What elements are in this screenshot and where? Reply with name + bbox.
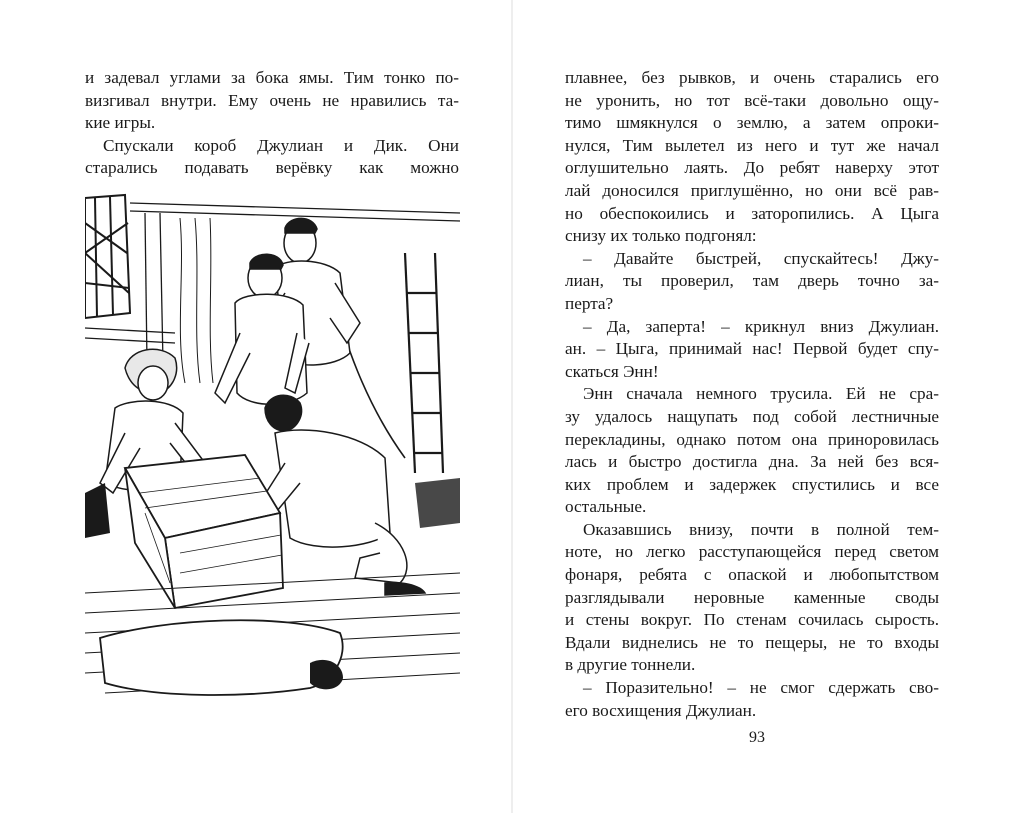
text-line: старались подавать верёвку как можно [85,158,459,178]
text-line: ан. – Цыга, принимай нас! Первой будет спу- [565,339,939,359]
text-line: ких проблем и задержек спустились и все [565,474,939,494]
text-line: – Да, заперта! – крикнул вниз Джулиан. [583,316,939,336]
page-number: 93 [749,729,765,746]
text-line: кие игры. [85,113,156,133]
text-line: Энн сначала немного трусила. Ей не сра- [583,384,939,404]
text-line: разглядывали неровные каменные своды [565,587,939,607]
text-line: Вдали виднелись не то пещеры, не то входы [565,632,939,652]
text-line: зу удалось нащупать под собой лестничные [565,406,939,426]
left-text-block [85,67,459,180]
text-line: – Давайте быстрей, спускайтесь! Джу- [583,248,939,268]
text-line: но обеспокоились и заторопились. А Цыга [565,203,939,223]
text-line: оглушительно лаять. До ребят наверху этот [565,158,939,178]
text-line: лай доносился приглушённо, но они всё рав- [565,180,939,200]
text-line: визгивал внутри. Ему очень не нравились та- [85,90,459,110]
book-illustration-icon [85,193,460,706]
text-line: нулся, Тим вылетел из него и тут же начал [565,135,939,155]
text-line: и стены вокруг. По стенам сочилась сырость. [565,610,939,630]
text-line: и задевал углами за бока ямы. Тим тонко по- [85,68,459,87]
text-line: Спускали короб Джулиан и Дик. Они [103,135,459,155]
text-line: остальные. [565,497,647,517]
text-line: снизу их только подгонял: [565,226,757,246]
text-line: плавнее, без рывков, и очень старались его [565,68,939,87]
text-line: Оказавшись внизу, почти в полной тем- [583,519,939,539]
text-line: лась и быстро достигла дна. За ней без вся- [565,452,939,472]
text-line: тимо шмякнулся о землю, а затем опроки- [565,113,939,133]
text-line: – Поразительно! – не смог сдержать сво- [583,678,939,698]
text-line: лиан, ты проверил, там дверь точно за- [565,271,939,291]
text-line: ноте, но легко расступающейся перед светом [565,542,939,562]
text-line: не уронить, но тот всё-таки довольно ощу- [565,90,939,110]
text-line: скаться Энн! [565,361,659,381]
right-text-block [565,67,939,722]
text-line: перта? [565,293,614,313]
text-line: его восхищения Джулиан. [565,700,757,720]
text-line: перекладины, однако потом она приноровилась [565,429,939,449]
text-line: в другие тоннели. [565,655,696,675]
text-line: фонаря, ребята с опаской и любопытством [565,565,939,585]
